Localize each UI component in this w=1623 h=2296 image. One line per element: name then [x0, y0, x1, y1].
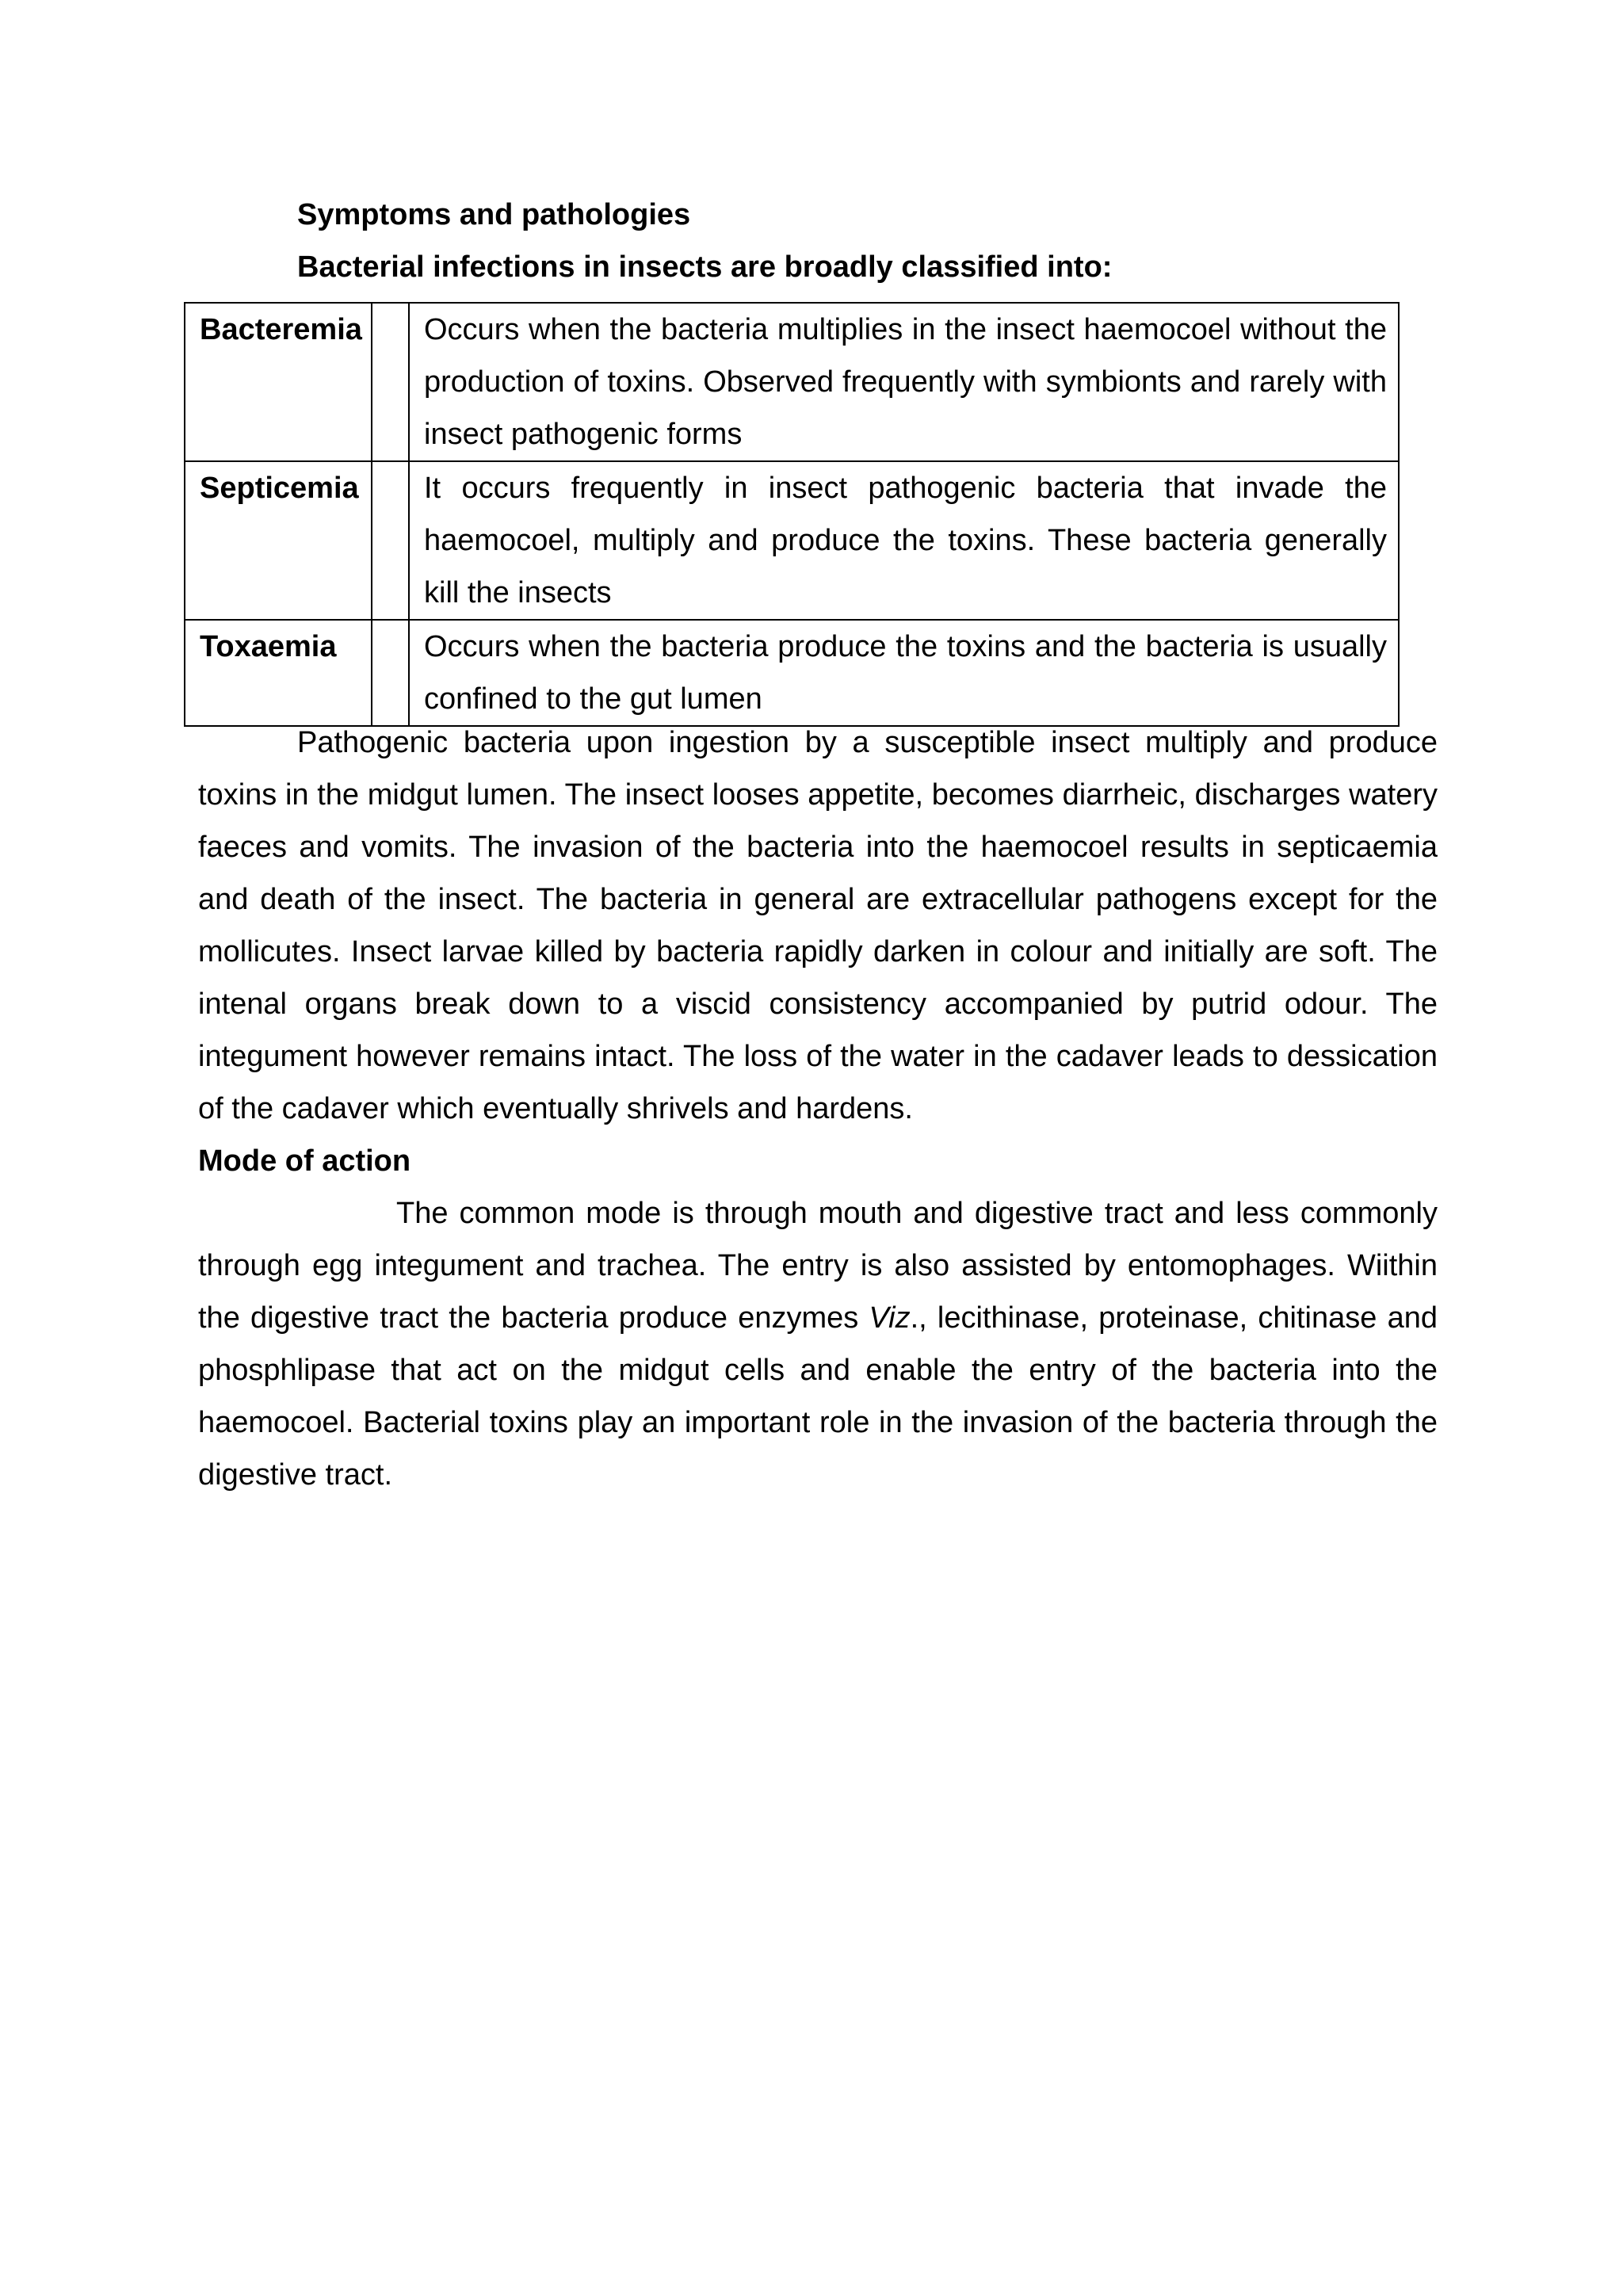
term-bacteremia: Bacteremia [185, 303, 372, 461]
term-septicemia: Septicemia [185, 461, 372, 620]
paragraph-pathogenic-bacteria: Pathogenic bacteria upon ingestion by a susceptible insect multiply and produce toxins in the midgut lumen. The insect looses appetite, becomes diarrheic, discharges watery faeces and vomits. The invasion of the bacteria into the haemocoel results in septicaemia and death of the insect. The bacteria in general are extracellular pathogens except for the mollicutes. Insect larvae killed by bacteria rapidly darken in colour and initially are soft. The intenal organs break down to a viscid consistency accompanied by putrid odour. The integument however remains intact. The loss of the water in the cadaver leads to dessication of the cadaver which eventually shrivels and hardens. [198, 726, 1438, 1125]
term-toxaemia: Toxaemia [185, 620, 372, 726]
classification-table [184, 302, 1400, 727]
table-row [185, 620, 1399, 726]
description-bacteremia: Occurs when the bacteria multiplies in the insect haemocoel without the production of toxins. Observed frequently with symbionts and rarely with insect pathogenic forms [409, 303, 1399, 461]
subheading-classification: Bacterial infections in insects are broadly classified into: [297, 250, 1113, 284]
mode-text-part-2: ., lecithinase, proteinase, chitinase and phosphlipase that act on the midgut cells and enable the entry of the bacteria into the haemocoel. Bacterial toxins play an important role in the invasion of the bacteria through the digestive tract. [198, 1301, 1438, 1492]
description-septicemia: It occurs frequently in insect pathogenic bacteria that invade the haemocoel, multiply and produce the toxins. These bacteria generally kill the insects [409, 461, 1399, 620]
section-heading-mode-of-action: Mode of action [198, 1144, 411, 1178]
paragraph-mode-of-action [198, 1187, 1438, 1501]
table-row [185, 303, 1399, 461]
mode-text-italic-viz: Viz [869, 1301, 911, 1335]
section-heading-symptoms: Symptoms and pathologies [297, 198, 691, 231]
spacer-cell [372, 303, 409, 461]
table-row [185, 461, 1399, 620]
spacer-cell [372, 461, 409, 620]
spacer-cell [372, 620, 409, 726]
description-toxaemia: Occurs when the bacteria produce the toxins and the bacteria is usually confined to the gut lumen [409, 620, 1399, 726]
mode-text-part-1: The common mode is through mouth and digestive tract and less commonly through egg integument and trachea. The entry is also assisted by entomophages. Wiithin the digestive tract the bacteria produce enzymes [198, 1197, 1438, 1335]
